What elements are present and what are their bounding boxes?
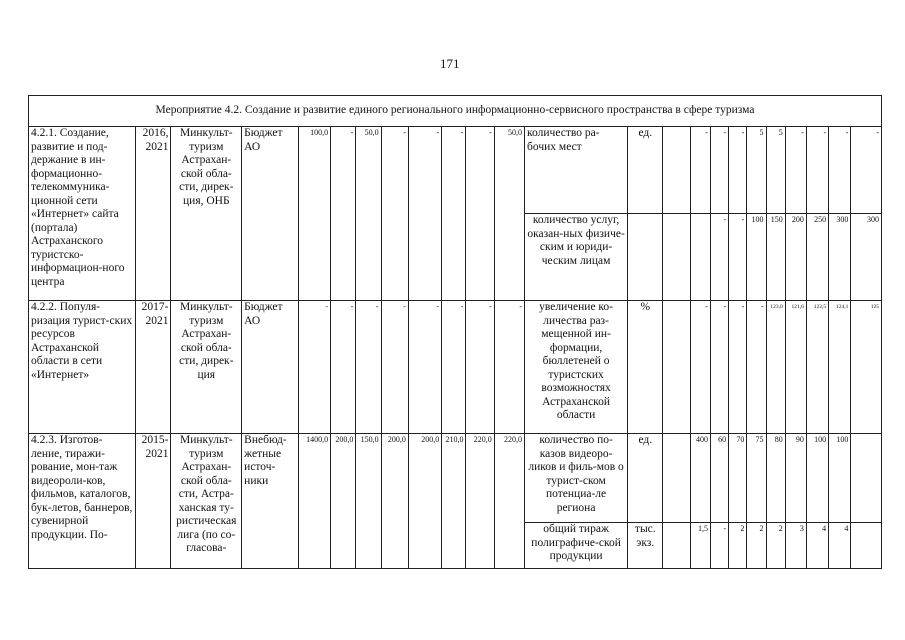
indicator-value: 70 — [729, 434, 747, 523]
indicator-value — [663, 214, 690, 301]
indicator-value: 3 — [785, 523, 806, 569]
indicator-value: 60 — [710, 434, 728, 523]
indicator-value: 300 — [829, 214, 851, 301]
funding-cell: 210,0 — [442, 434, 466, 569]
indicator-unit — [628, 214, 663, 301]
indicator-value: - — [710, 127, 728, 214]
funding-cell: - — [356, 301, 381, 434]
indicator-value — [851, 523, 882, 569]
funding-cell: 100,0 — [298, 127, 330, 301]
measures-table — [28, 95, 882, 569]
activity-years: 2015-2021 — [136, 434, 171, 569]
indicator-value: 2 — [747, 523, 766, 569]
indicator-value: 4 — [829, 523, 851, 569]
indicator-value: - — [690, 301, 710, 434]
indicator-value: 90 — [785, 434, 806, 523]
indicator-value — [690, 214, 710, 301]
funding-cell: - — [408, 301, 441, 434]
indicator-unit: % — [628, 301, 663, 434]
indicator-value: - — [785, 127, 806, 214]
indicator-value — [663, 301, 690, 434]
indicator-value: - — [729, 214, 747, 301]
indicator-value: - — [729, 301, 747, 434]
indicator-name: общий тираж полиграфиче-ской продукции — [525, 523, 628, 569]
funding-cell: - — [381, 301, 408, 434]
funding-cell: 50,0 — [494, 127, 524, 301]
indicator-value: - — [690, 127, 710, 214]
indicator-value — [663, 523, 690, 569]
indicator-value: 250 — [806, 214, 828, 301]
indicator-value: - — [851, 127, 882, 214]
activity-executor: Минкульт-туризм Астрахан-ской обла-сти, дирек-ция — [171, 301, 242, 434]
indicator-unit: ед. — [628, 434, 663, 523]
activity-executor: Минкульт-туризм Астрахан-ской обла-сти, Астра-ханская ту-ристическая лига (по со-гласова- — [171, 434, 242, 569]
funding-cell: - — [408, 127, 441, 301]
funding-cell: - — [442, 301, 466, 434]
funding-cell: 150,0 — [356, 434, 381, 569]
indicator-name: количество по-казов видеоро-ликов и филь-мов о турист-ском потенциа-ле региона — [525, 434, 628, 523]
indicator-value: - — [747, 301, 766, 434]
indicator-value: 4 — [806, 523, 828, 569]
indicator-value: 75 — [747, 434, 766, 523]
indicator-value: - — [710, 523, 728, 569]
indicator-value — [851, 434, 882, 523]
funding-cell: 220,0 — [466, 434, 494, 569]
funding-cell: - — [331, 127, 356, 301]
measure-title: Мероприятие 4.2. Создание и развитие единого регионального информационно-сервисного пространства в сфере туризма — [29, 96, 882, 127]
funding-cell: 200,0 — [331, 434, 356, 569]
activity-name: 4.2.3. Изготов-ление, тиражи-рование, мон-таж видеороли-ков, фильмов, каталогов, бук-летов, баннеров, сувенирной продукции. По- — [29, 434, 136, 569]
indicator-value: 200 — [785, 214, 806, 301]
funding-cell: 50,0 — [356, 127, 381, 301]
indicator-unit: тыс. экз. — [628, 523, 663, 569]
funding-cell: - — [298, 301, 330, 434]
funding-source: Внебюд-жетные источ-ники — [242, 434, 299, 569]
funding-cell: - — [466, 127, 494, 301]
indicator-value: 5 — [747, 127, 766, 214]
indicator-value: - — [829, 127, 851, 214]
funding-cell: - — [331, 301, 356, 434]
indicator-value: 121,6 — [785, 301, 806, 434]
funding-source: Бюджет АО — [242, 127, 299, 301]
funding-cell: - — [442, 127, 466, 301]
indicator-name: увеличение ко-личества раз-мещенной ин-формации, бюллетеней о туристских возможностях Астраханской области — [525, 301, 628, 434]
indicator-value: 2 — [729, 523, 747, 569]
funding-source: Бюджет АО — [242, 301, 299, 434]
funding-cell: - — [466, 301, 494, 434]
indicator-value: 123,0 — [766, 301, 785, 434]
indicator-name: количество услуг, оказан-ных физиче-ским и юриди-ческим лицам — [525, 214, 628, 301]
indicator-value: 1,5 — [690, 523, 710, 569]
indicator-value: 400 — [690, 434, 710, 523]
indicator-value: 2 — [766, 523, 785, 569]
page-number: 171 — [440, 56, 460, 71]
funding-cell: 1400,0 — [298, 434, 330, 569]
indicator-name: количество ра-бочих мест — [525, 127, 628, 214]
indicator-value: 300 — [851, 214, 882, 301]
funding-cell: 200,0 — [408, 434, 441, 569]
indicator-value — [663, 434, 690, 523]
indicator-value: 100 — [806, 434, 828, 523]
indicator-value: 124,1 — [829, 301, 851, 434]
indicator-value: - — [710, 301, 728, 434]
indicator-value: 125 — [851, 301, 882, 434]
funding-cell: 200,0 — [381, 434, 408, 569]
activity-name: 4.2.2. Популя-ризация турист-ских ресурсов Астраханской области в сети «Интернет» — [29, 301, 136, 434]
indicator-unit: ед. — [628, 127, 663, 214]
funding-cell: - — [381, 127, 408, 301]
indicator-value: 100 — [747, 214, 766, 301]
indicator-value: 80 — [766, 434, 785, 523]
funding-cell: 220,0 — [494, 434, 524, 569]
funding-cell: - — [494, 301, 524, 434]
indicator-value: 5 — [766, 127, 785, 214]
indicator-value: - — [710, 214, 728, 301]
indicator-value: - — [729, 127, 747, 214]
indicator-value — [663, 127, 690, 214]
indicator-value: 122,5 — [806, 301, 828, 434]
activity-years: 2016, 2021 — [136, 127, 171, 301]
indicator-value: - — [806, 127, 828, 214]
indicator-value: 100 — [829, 434, 851, 523]
activity-years: 2017-2021 — [136, 301, 171, 434]
activity-name: 4.2.1. Создание, развитие и под-держание в ин-формационно-телекоммуника-ционной сети «Интернет» сайта (портала) Астраханского туристско-информацион-ного центра — [29, 127, 136, 301]
indicator-value: 150 — [766, 214, 785, 301]
activity-executor: Минкульт-туризм Астрахан-ской обла-сти, дирек-ция, ОНБ — [171, 127, 242, 301]
